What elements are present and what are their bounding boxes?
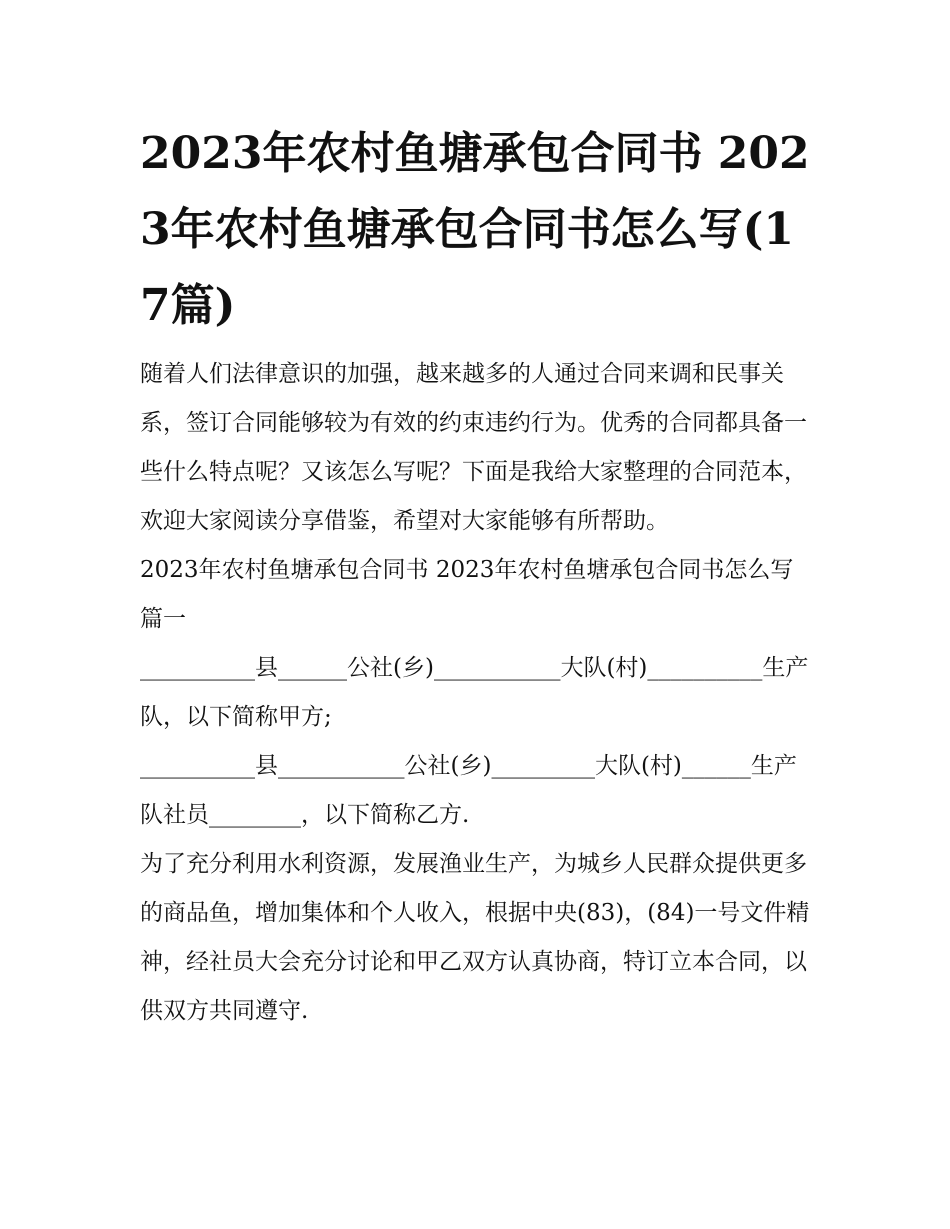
document-title: 2023年农村鱼塘承包合同书 2023年农村鱼塘承包合同书怎么写(17篇): [140, 128, 810, 331]
party-b-paragraph: __________县___________公社(乡)_________大队(村)______生产队社员________，以下简称乙方.: [140, 753, 797, 828]
party-a-paragraph: __________县______公社(乡)___________大队(村)__________生产队，以下简称甲方;: [140, 655, 809, 730]
purpose-paragraph: 为了充分利用水利资源，发展渔业生产，为城乡人民群众提供更多的商品鱼，增加集体和个人收入，根据中央(83)，(84)一号文件精神，经社员大会充分讨论和甲乙双方认真协商，特订立本合同，以供双方共同遵守.: [140, 851, 810, 1024]
section-heading: 2023年农村鱼塘承包合同书 2023年农村鱼塘承包合同书怎么写篇一: [140, 557, 794, 632]
intro-paragraph: 随着人们法律意识的加强，越来越多的人通过合同来调和民事关系，签订合同能够较为有效的约束违约行为。优秀的合同都具备一些什么特点呢？又该怎么写呢？下面是我给大家整理的合同范本，欢迎大家阅读分享借鉴，希望对大家能够有所帮助。: [140, 361, 807, 534]
document-page: [140, 116, 812, 1036]
